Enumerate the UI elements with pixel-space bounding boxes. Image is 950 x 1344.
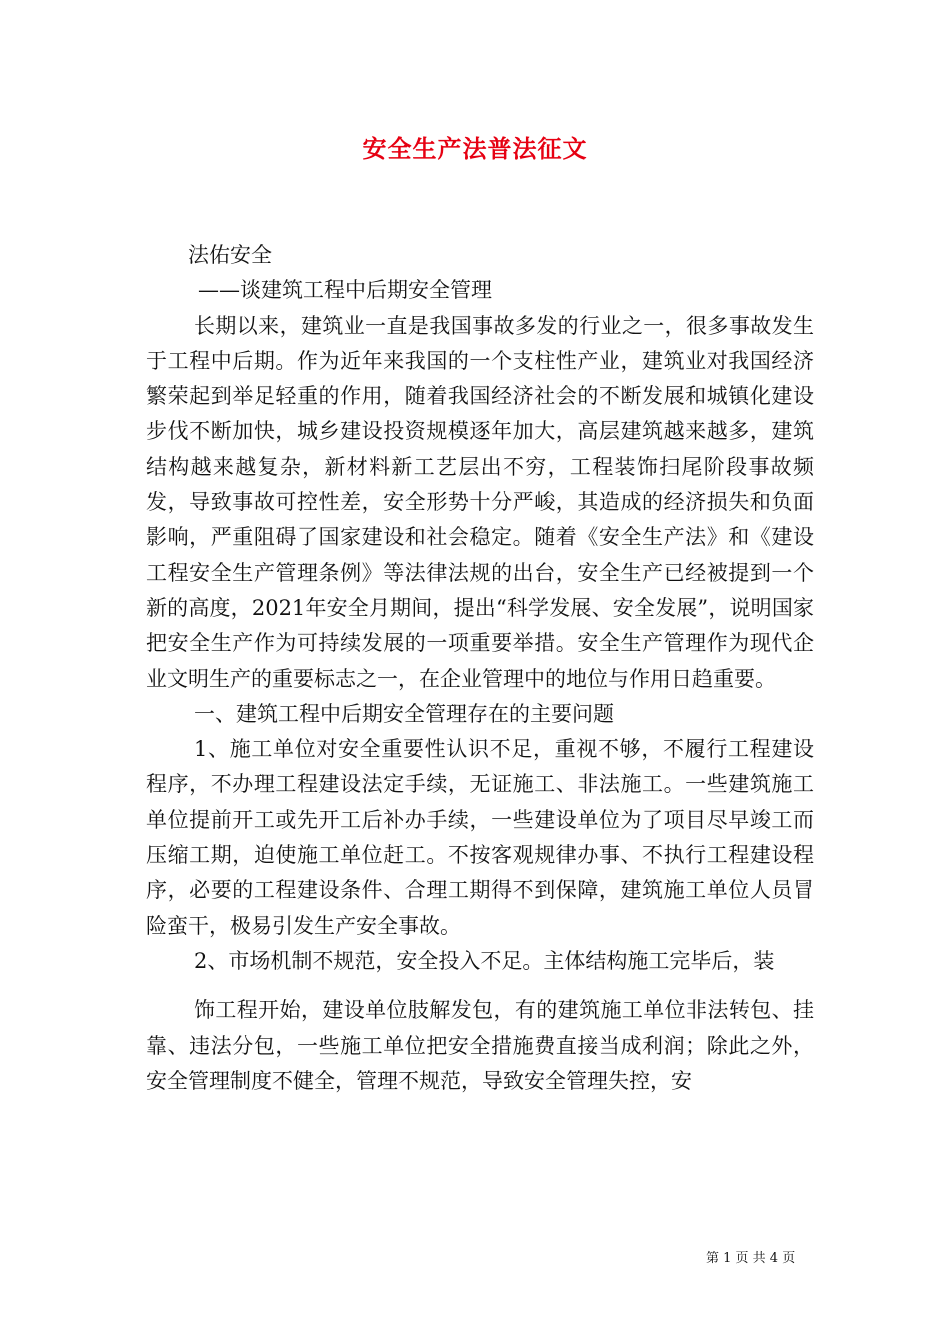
document-body xyxy=(146,238,814,1099)
paragraph-subtitle: ——谈建筑工程中后期安全管理 xyxy=(198,278,492,303)
paragraph-intro: 长期以来，建筑业一直是我国事故多发的行业之一，很多事故发生于工程中后期。作为近年来我国的一个支柱性产业，建筑业对我国经济繁荣起到举足轻重的作用，随着我国经济社会的不断发展和城镇化建设步伐不断加快，城乡建设投资规模逐年加大，高层建筑越来越多，建筑结构越来越复杂，新材料新工艺层出不穷，工程装饰扫尾阶段事故频发，导致事故可控性差，安全形势十分严峻，其造成的经济损失和负面影响，严重阻碍了国家建设和社会稳定。随着《安全生产法》和《建设工程安全生产管理条例》等法律法规的出台，安全生产已经被提到一个新的高度，2021年安全月期间，提出“科学发展、安全发展”，说明国家把安全生产作为可持续发展的一项重要举措。安全生产管理作为现代企业文明生产的重要标志之一，在企业管理中的地位与作用日趋重要。 xyxy=(146,313,814,691)
paragraph-point-2: 2、市场机制不规范，安全投入不足。主体结构施工完毕后，装 xyxy=(194,948,775,973)
paragraph-section-heading: 一、建筑工程中后期安全管理存在的主要问题 xyxy=(194,701,614,726)
paragraph-point-2-continued: 饰工程开始，建设单位肢解发包，有的建筑施工单位非法转包、挂靠、违法分包，一些施工单位把安全措施费直接当成利润；除此之外，安全管理制度不健全，管理不规范，导致安全管理失控，安 xyxy=(146,998,814,1093)
paragraph-point-1: 1、施工单位对安全重要性认识不足，重视不够，不履行工程建设程序，不办理工程建设法定手续，无证施工、非法施工。一些建筑施工单位提前开工或先开工后补办手续，一些建设单位为了项目尽早竣工而压缩工期，迫使施工单位赶工。不按客观规律办事、不执行工程建设程序，必要的工程建设条件、合理工期得不到保障，建筑施工单位人员冒险蛮干，极易引发生产安全事故。 xyxy=(146,737,814,938)
paragraph-heading: 法佑安全 xyxy=(188,243,272,267)
page-number: 第 1 页 共 4 页 xyxy=(706,1251,796,1266)
document-title: 安全生产法普法征文 xyxy=(362,134,588,163)
